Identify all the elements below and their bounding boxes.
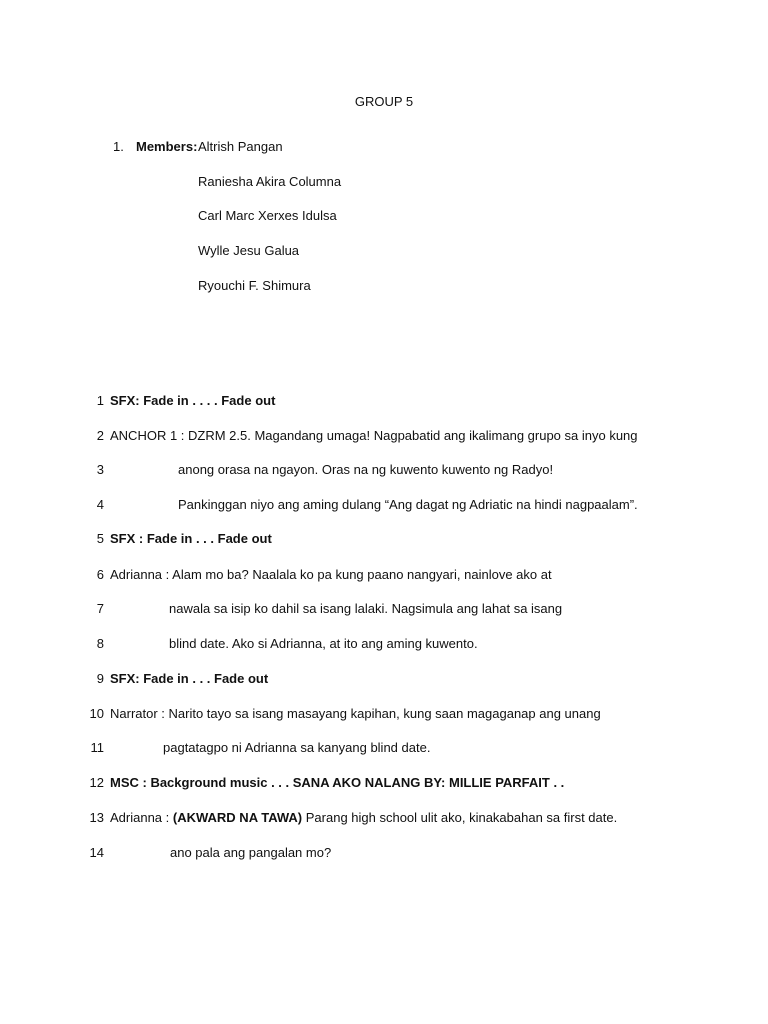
sfx-cue: SFX: Fade in . . . Fade out bbox=[110, 671, 269, 686]
line-number: 4 bbox=[96, 497, 104, 512]
stage-direction: (AKWARD NA TAWA) bbox=[172, 810, 303, 825]
dialogue-text: Narrator : Narito tayo sa isang masayang kapihan, kung saan magaganap ang unang bbox=[110, 706, 601, 721]
line-number: 13 bbox=[89, 810, 104, 825]
dialogue-text: ANCHOR 1 : DZRM 2.5. Magandang umaga! Nagpabatid ang ikalimang grupo sa inyo kung bbox=[110, 428, 638, 443]
page-title: GROUP 5 bbox=[354, 94, 414, 109]
list-number: 1. bbox=[113, 139, 124, 154]
dialogue-text: nawala sa isip ko dahil sa isang lalaki. Nagsimula ang lahat sa isang bbox=[169, 601, 563, 616]
line-number: 10 bbox=[89, 706, 104, 721]
dialogue-text: anong orasa na ngayon. Oras na ng kuwento kuwento ng Radyo! bbox=[178, 462, 554, 477]
member-name: Ryouchi F. Shimura bbox=[198, 278, 311, 293]
member-name: Raniesha Akira Columna bbox=[198, 174, 342, 189]
line-number: 2 bbox=[96, 428, 104, 443]
line-number: 12 bbox=[89, 775, 104, 790]
member-name: Carl Marc Xerxes Idulsa bbox=[198, 208, 337, 223]
speaker-label: Adrianna : bbox=[110, 810, 173, 825]
line-number: 8 bbox=[96, 636, 104, 651]
line-number: 14 bbox=[89, 845, 104, 860]
line-number: 6 bbox=[96, 567, 104, 582]
line-number: 1 bbox=[96, 393, 104, 408]
line-number: 7 bbox=[96, 601, 104, 616]
members-label: Members: bbox=[136, 139, 198, 154]
dialogue-text: Pankinggan niyo ang aming dulang “Ang dagat ng Adriatic na hindi nagpaalam”. bbox=[178, 497, 638, 512]
member-name: Wylle Jesu Galua bbox=[198, 243, 300, 258]
sfx-cue: SFX : Fade in . . . Fade out bbox=[110, 531, 272, 546]
dialogue-text: pagtatagpo ni Adrianna sa kanyang blind date. bbox=[163, 740, 431, 755]
line-number: 3 bbox=[96, 462, 104, 477]
line-number: 9 bbox=[96, 671, 104, 686]
line-number: 11 bbox=[90, 740, 104, 755]
dialogue-text: blind date. Ako si Adrianna, at ito ang aming kuwento. bbox=[169, 636, 478, 651]
music-cue: MSC : Background music . . . SANA AKO NALANG BY: MILLIE PARFAIT . . bbox=[110, 775, 565, 790]
member-name: Altrish Pangan bbox=[198, 139, 283, 154]
dialogue-text: Adrianna : Alam mo ba? Naalala ko pa kung paano nangyari, nainlove ako at bbox=[110, 567, 552, 582]
sfx-cue: SFX: Fade in . . . . Fade out bbox=[110, 393, 276, 408]
members-heading bbox=[113, 139, 197, 154]
dialogue-text bbox=[110, 810, 617, 825]
line-number: 5 bbox=[96, 531, 104, 546]
dialogue-text: ano pala ang pangalan mo? bbox=[170, 845, 332, 860]
dialogue-rest: Parang high school ulit ako, kinakabahan sa first date. bbox=[302, 810, 618, 825]
